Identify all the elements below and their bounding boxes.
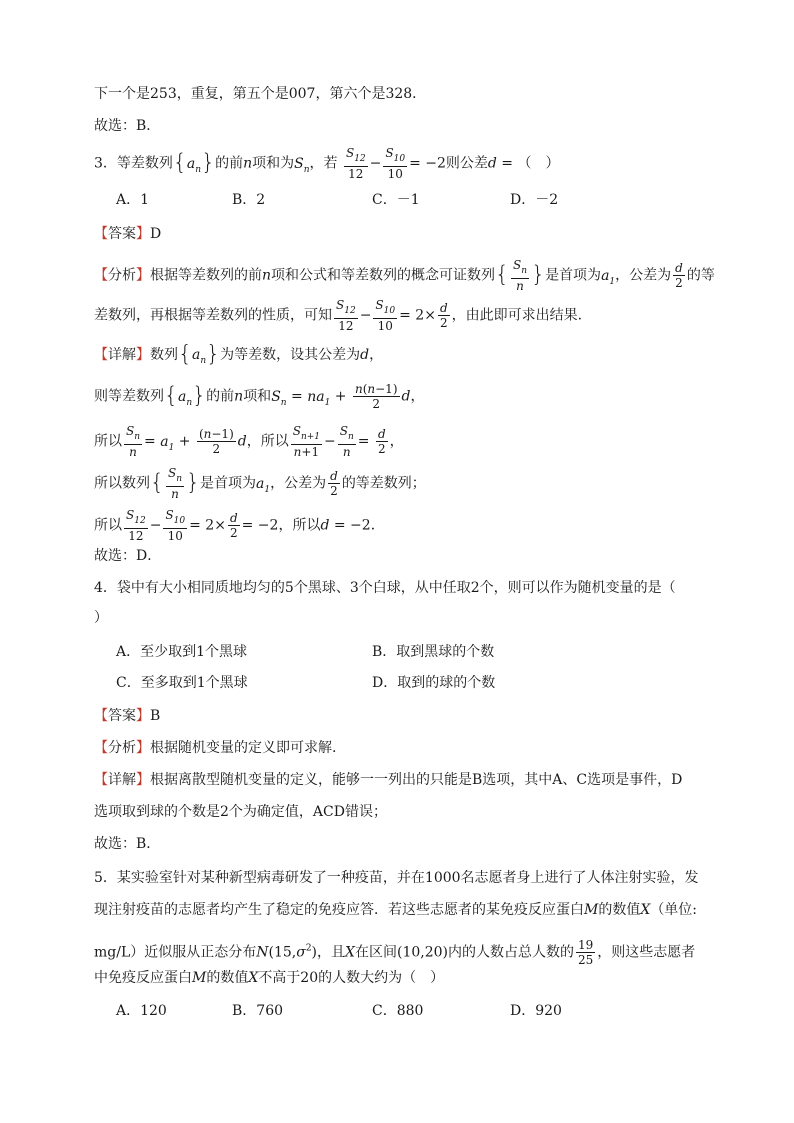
text: 则等差数列 [94, 388, 164, 405]
q3-conclusion [94, 546, 161, 566]
text: ） [94, 610, 108, 626]
text: 所以 [94, 433, 122, 450]
text: 的等 [686, 267, 715, 284]
text: ，所以 [246, 433, 289, 450]
text: 项和公式和等差数列的概念可证数列 [271, 267, 496, 284]
q5-option-c: C．880 [372, 1003, 424, 1019]
fraction: $\frac{S_{10}}{10}$ [385, 146, 406, 181]
text: 故选：D． [94, 548, 162, 564]
text: 的数值 [206, 970, 249, 986]
text: 为等差数，设其公差为 [220, 347, 361, 363]
text: 内的人数占总人数的 [448, 944, 574, 961]
q3-detail-line-4: 所以数列{ $\frac{S_n}{n}$ }是首项为$a_1$，公差为 $\frac{d}{2}$ 的等差数列； [94, 466, 426, 501]
text: 差数列，再根据等差数列的性质，可知 [94, 307, 332, 324]
q5-line-1 [94, 868, 699, 888]
text: （单位: [650, 902, 698, 918]
q3-option-d: D．－2 [510, 192, 559, 208]
text: 故选：B． [94, 118, 161, 134]
text: 是首项为 [545, 267, 602, 284]
q3-analysis-line-1: 【分析】根据等差数列的前n项和公式和等差数列的概念可证数列{ $\frac{S_n}{n}$ }是首项为$a_1$，公差为 $\frac{d}{2}$ 的等 [94, 258, 715, 293]
q5-line-2: 现注射疫苗的志愿者均产生了稳定的免疫应答．若这些志愿者的某免疫反应蛋白M的数值X（单位: [94, 902, 698, 918]
answer-value: B [150, 708, 161, 724]
q4-option-b: B．取到黑球的个数 [372, 644, 495, 660]
text: 不高于20的人数大约为（ ） [258, 970, 445, 986]
q3-option-b: B．2 [232, 192, 266, 208]
q4-detail-line-2 [94, 802, 387, 822]
q5-option-d: D．920 [510, 1003, 562, 1019]
detail-tag: 【详解】 [94, 772, 150, 788]
q4-detail-line-1 [94, 770, 682, 790]
q3-option-a: A．1 [116, 192, 150, 208]
text: 的前 [215, 155, 244, 172]
q5-option-b: B．760 [232, 1003, 284, 1019]
q4-option-a: A．至少取到1个黑球 [116, 644, 248, 660]
q5-line-4: 中免疫反应蛋白M的数值X不高于20的人数大约为（ ） [94, 970, 445, 986]
q3-detail-line-1: 【详解】数列$\{a_n\}$为等差数，设其公差为d， [94, 342, 384, 367]
text: （ ） [517, 155, 560, 172]
text: ，且 [317, 944, 346, 961]
text: 4．袋中有大小相同质地均匀的5个黑球、3个白球，从中任取2个，则可以作为随机变量的是（ [94, 580, 676, 596]
text: ， [389, 433, 404, 450]
text: 根据离散型随机变量的定义，能够一一列出的只能是B选项，其中A、C选项是事件，D [150, 772, 683, 788]
q4-stem-line-2 [94, 608, 108, 628]
text: 中免疫反应蛋白 [94, 970, 192, 986]
text: 项和 [243, 388, 272, 405]
q3-detail-line-2: 则等差数列$\{a_n\}$的前n项和$S_n = na_1$ + $\frac{n(n-1)}{2}$ d， [94, 382, 425, 411]
q5-line-3: mg/L）近似服从正态分布$N(15,\sigma^2)$，且X在区间(10,20)内的人数占总人数的 $\frac{19}{25}$ ，则这些志愿者 [94, 938, 696, 967]
text: 的等差数列； [341, 475, 426, 492]
intro-line-2 [94, 116, 160, 136]
text: 所以数列 [94, 475, 150, 492]
text: ，则这些志愿者 [597, 944, 696, 961]
q4-analysis [94, 738, 336, 758]
q3-detail-line-5: 所以 $\frac{S_{12}}{12}$ − $\frac{S_{10}}{10}$ = 2× $\frac{d}{2}$ = −2，所以d = −2． [94, 508, 385, 543]
text: mg/L）近似服从正态分布 [94, 944, 257, 961]
q3-answer [94, 224, 161, 244]
text: ． [370, 517, 385, 534]
detail-tag: 【详解】 [94, 347, 150, 363]
text: 选项取到球的个数是2个为确定值，ACD错误； [94, 804, 387, 820]
text: ，若 [309, 155, 338, 172]
text: 在区间 [354, 944, 397, 961]
text: ，由此即可求出结果. [451, 307, 583, 324]
text: 3．等差数列 [94, 155, 173, 172]
text: 则公差 [445, 155, 488, 172]
q4-answer [94, 706, 160, 726]
text: 现注射疫苗的志愿者均产生了稳定的免疫应答．若这些志愿者的某免疫反应蛋白 [94, 902, 584, 918]
text: ，所以 [278, 517, 321, 534]
text: 所以 [94, 517, 122, 534]
text: 下一个是253，重复，第五个是007，第六个是328． [94, 86, 427, 102]
text: 根据随机变量的定义即可求解. [150, 740, 337, 756]
answer-tag: 【答案】 [94, 226, 150, 242]
q5-option-a: A．120 [116, 1003, 167, 1019]
q3-analysis-line-2: 差数列，再根据等差数列的性质，可知 $\frac{S_{12}}{12}$ − $\frac{S_{10}}{10}$ = 2× $\frac{d}{2}$ ，由此即可求出结果. [94, 298, 583, 333]
text: 根据等差数列的前 [150, 267, 262, 284]
answer-tag: 【答案】 [94, 708, 150, 724]
text: 项和为 [252, 155, 295, 172]
q4-option-d: D．取到的球的个数 [372, 675, 496, 691]
intro-line-1 [94, 84, 426, 104]
text: ， [369, 347, 384, 363]
text: 的前 [206, 388, 235, 405]
text: 是首项为 [200, 475, 257, 492]
analysis-tag: 【分析】 [94, 740, 150, 756]
q4-stem-line-1 [94, 578, 676, 598]
answer-value: D [150, 226, 162, 242]
q4-conclusion [94, 834, 160, 854]
text: 故选：B． [94, 836, 161, 852]
fraction: $\frac{S_{12}}{12}$ [345, 146, 366, 181]
q3-stem: 3．等差数列$\{a_n\}$的前n项和为$S_n$，若 $\frac{S_{12}}{12}$ − $\frac{S_{10}}{10}$ = −2则公差d = （ ） [94, 146, 560, 181]
q3-detail-line-3: 所以 $\frac{S_n}{n}$ = $a_1$ + $\frac{(n-1)}{2}$ d，所以 $\frac{S_{n+1}}{n+1}$ − $\frac{S_n}{n}$ = $\frac{d}{2}$ ， [94, 424, 404, 459]
q3-option-c: C．－1 [372, 192, 420, 208]
q4-option-c: C．至多取到1个黑球 [116, 675, 248, 691]
text: 的数值 [598, 902, 641, 918]
text: ，公差为 [615, 267, 672, 284]
text: ，公差为 [270, 475, 327, 492]
text: 5．某实验室针对某种新型病毒研发了一种疫苗，并在1000名志愿者身上进行了人体注射实验，发 [94, 870, 699, 886]
text: 数列 [150, 347, 178, 363]
analysis-tag: 【分析】 [94, 267, 150, 284]
